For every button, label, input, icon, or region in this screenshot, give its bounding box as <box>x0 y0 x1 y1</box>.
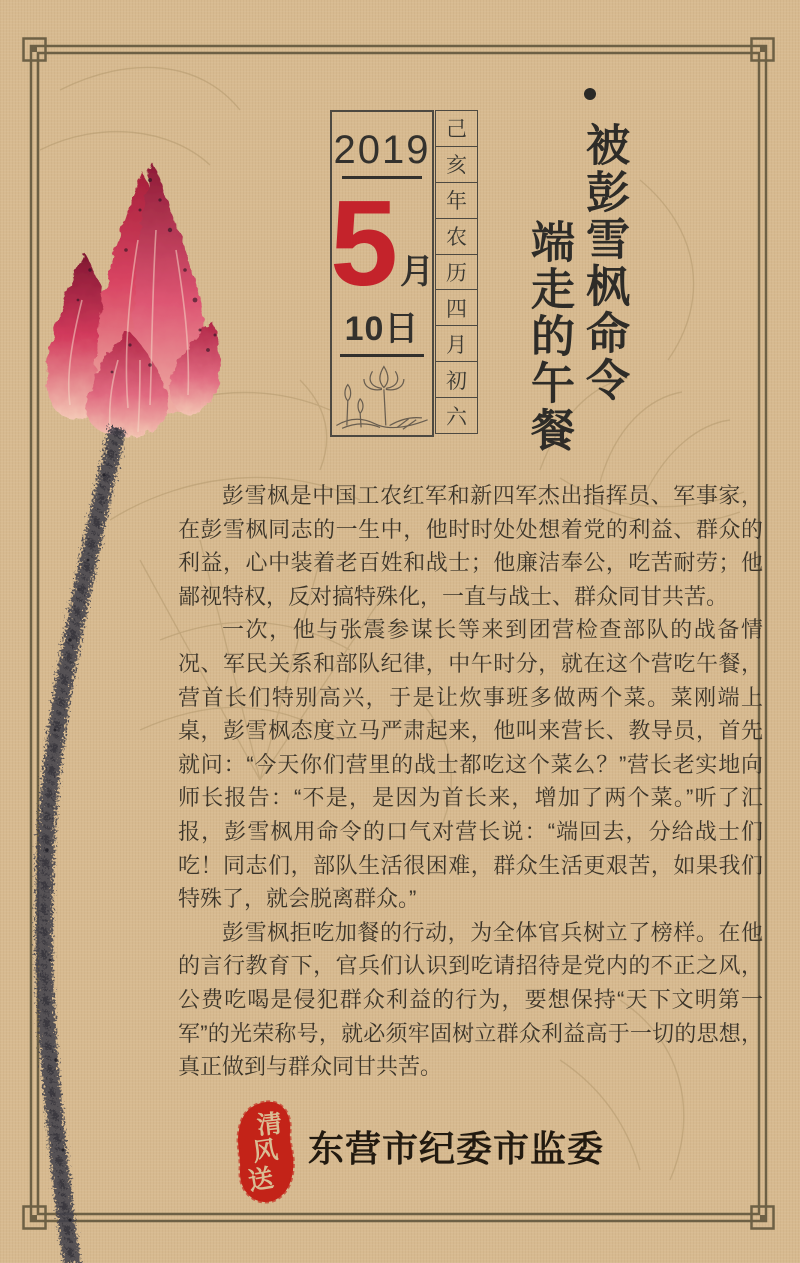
calendar-date-box <box>330 110 434 437</box>
calendar-month-suffix: 月 <box>399 253 434 291</box>
lunar-char: 初 <box>436 362 477 398</box>
lunar-char: 己 <box>436 111 477 147</box>
calendar-month <box>330 175 434 311</box>
calendar-lunar-strip <box>435 110 478 434</box>
calendar-month-number: 5 <box>330 175 398 311</box>
seal-char: 风 <box>251 1136 280 1167</box>
seal-char: 送 <box>246 1164 276 1196</box>
calendar-day-underline <box>340 354 424 357</box>
lotus-line-drawing-icon <box>334 359 430 435</box>
qingfengsong-seal-stamp <box>232 1098 300 1204</box>
title-bullet-dot <box>584 88 596 100</box>
lunar-char: 四 <box>436 290 477 326</box>
calendar-year: 2019 <box>333 128 431 172</box>
page-title-line2: 端走的午餐 <box>524 219 573 454</box>
lunar-char: 农 <box>436 219 477 255</box>
article-body <box>178 479 763 1084</box>
organization-name: 东营市纪委市监委 <box>308 1129 605 1169</box>
calendar-day: 10日 <box>344 310 420 348</box>
article-paragraph: 一次，他与张震参谋长等来到团营检查部队的战备情况、军民关系和部队纪律，中午时分，就在这个营吃午餐，营首长们特别高兴，于是让炊事班多做两个菜。菜刚端上桌，彭雪枫态度立马严肃起来，他叫来营长、教导员，首先就问：“今天你们营里的战士都吃这个菜么？”营长老实地向师长报告：“不是，是因为首长来，增加了两个菜。”听了汇报，彭雪枫用命令的口气对营长说：“端回去，分给战士们吃！同志们，部队生活很困难，群众生活更艰苦，如果我们特殊了，就会脱离群众。” <box>178 617 763 912</box>
article-paragraph: 彭雪枫拒吃加餐的行动，为全体官兵树立了榜样。在他的言行教育下，官兵们认识到吃请招待是党内的不正之风，公费吃喝是侵犯群众利益的行为，要想保持“天下文明第一军”的光荣称号，就必须牢固树立群众利益高于一切的思想，真正做到与群众同甘共苦。 <box>178 919 763 1080</box>
lunar-char: 六 <box>436 398 477 434</box>
seal-char: 清 <box>255 1110 284 1140</box>
page-title-line1: 被彭雪枫命令 <box>579 122 628 404</box>
lunar-char: 月 <box>436 326 477 362</box>
lunar-char: 亥 <box>436 147 477 183</box>
calendar-block <box>330 110 478 437</box>
lunar-char: 历 <box>436 255 477 291</box>
lunar-char: 年 <box>436 183 477 219</box>
article-paragraph: 彭雪枫是中国工农红军和新四军杰出指挥员、军事家，在彭雪枫同志的一生中，他时时处处想着党的利益、群众的利益，心中装着老百姓和战士；他廉洁奉公，吃苦耐劳；他鄙视特权，反对搞特殊化，一直与战士、群众同甘共苦。 <box>178 483 763 609</box>
